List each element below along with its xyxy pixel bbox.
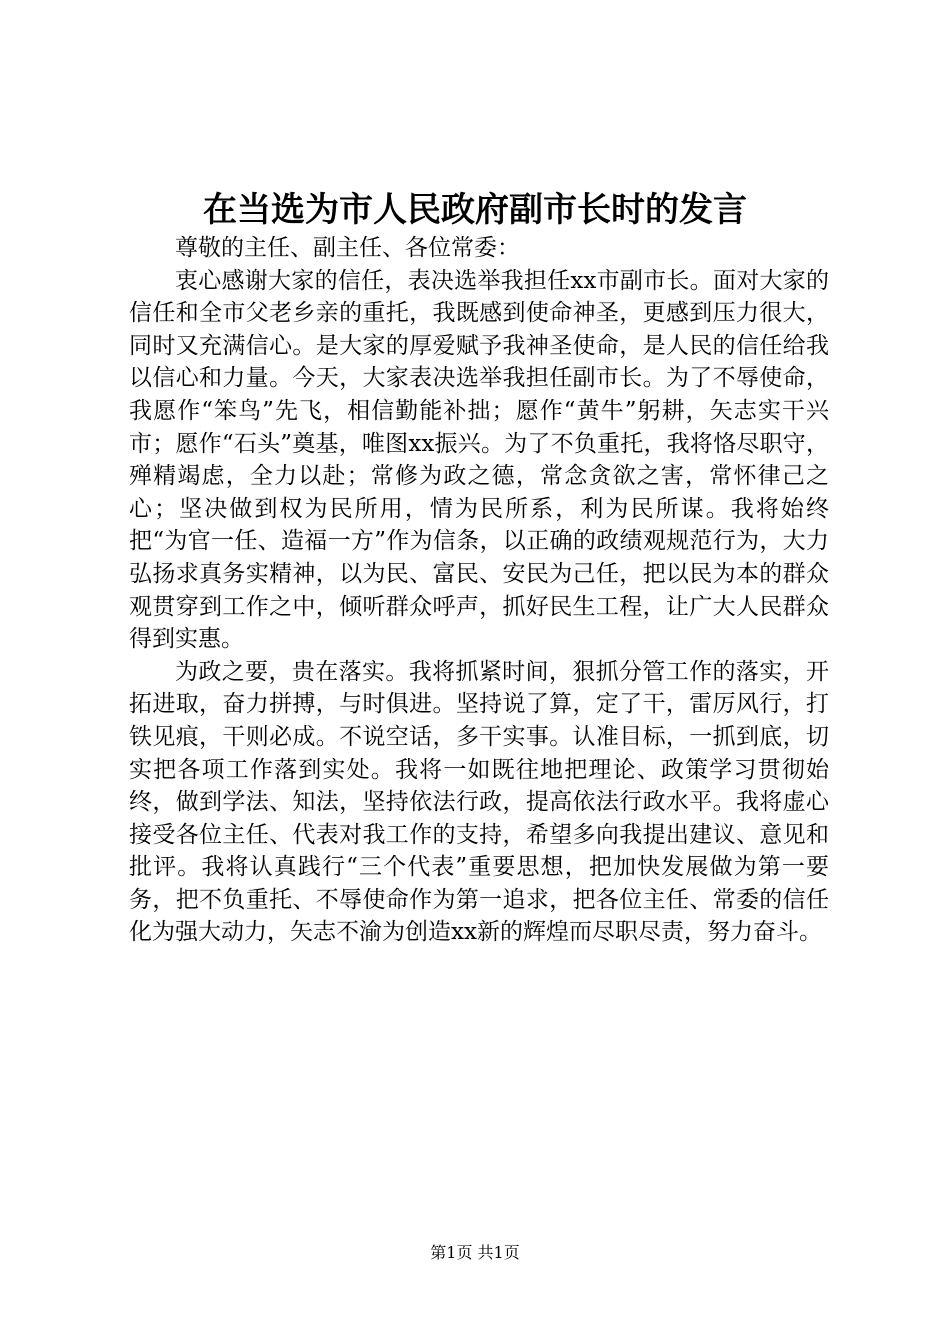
document-title: 在当选为市人民政府副市长时的发言 xyxy=(203,190,747,230)
page-number-footer: 第1页 共1页 xyxy=(430,1243,520,1262)
paragraph-1: 衷心感谢大家的信任，表决选举我担任xx市副市长。面对大家的信任和全市父老乡亲的重托，我既感到使命神圣，更感到压力很大，同时又充满信心。是大家的厚爱赋予我神圣使命，是人民的信任给我以信心和力量。今天，大家表决选举我担任副市长。为了不辱使命，我愿作“笨鸟”先飞，相信勤能补拙；愿作“黄牛”躬耕，矢志实干兴市；愿作“石头”奠基，唯图xx振兴。为了不负重托，我将恪尽职守，殚精竭虑，全力以赴；常修为政之德，常念贪欲之害，常怀律己之心；坚决做到权为民所用，情为民所系，利为民所谋。我将始终把“为官一任、造福一方”作为信条，以正确的政绩观规范行为，大力弘扬求真务实精神，以为民、富民、安民为己任，把以民为本的群众观贯穿到工作之中，倾听群众呼声，抓好民生工程，让广大人民群众得到实惠。 xyxy=(129,267,829,653)
document-body xyxy=(129,232,829,949)
paragraph-2: 为政之要，贵在落实。我将抓紧时间，狠抓分管工作的落实，开拓进取，奋力拼搏，与时俱进。坚持说了算，定了干，雷厉风行，打铁见痕，干则必成。不说空话，多干实事。认准目标，一抓到底，切实把各项工作落到实处。我将一如既往地把理论、政策学习贯彻始终，做到学法、知法，坚持依法行政，提高依法行政水平。我将虚心接受各位主任、代表对我工作的支持，希望多向我提出建议、意见和批评。我将认真践行“三个代表”重要思想，把加快发展做为第一要务，把不负重托、不辱使命作为第一追求，把各位主任、常委的信任化为强大动力，矢志不渝为创造xx新的辉煌而尽职尽责，努力奋斗。 xyxy=(129,658,829,946)
salutation: 尊敬的主任、副主任、各位常委： xyxy=(175,235,520,261)
